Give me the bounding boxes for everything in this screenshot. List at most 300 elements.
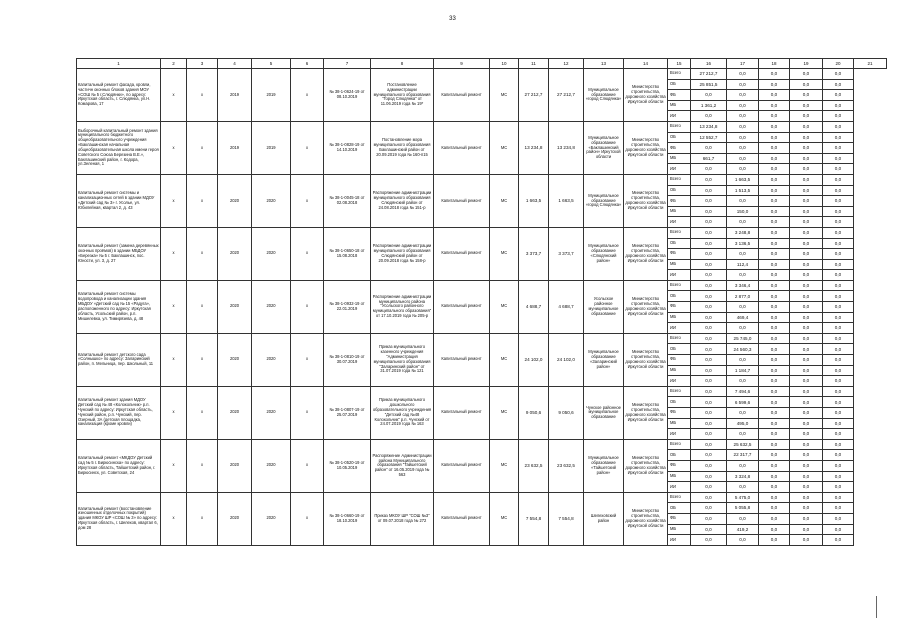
funding-source: ИИ: [668, 482, 691, 493]
funding-amount: 661,7: [691, 153, 727, 164]
column-number: 6: [291, 59, 324, 69]
table-row: [77, 492, 887, 503]
funding-amount: 0,0: [759, 450, 790, 461]
table-row: [77, 174, 887, 185]
funding-amount: 0,0: [823, 249, 854, 260]
funding-amount: 0,0: [823, 280, 854, 291]
funding-amount: 0,0: [823, 460, 854, 471]
col-3-value: х: [187, 386, 218, 439]
funding-amount: 0,0: [790, 355, 823, 366]
funding-amount: 0,0: [759, 227, 790, 238]
column-number: 11: [519, 59, 549, 69]
funding-amount: 0,0: [759, 312, 790, 323]
start-year: 2020: [218, 386, 252, 439]
col-6-value: х: [291, 227, 324, 280]
funding-amount: 0,0: [727, 408, 759, 419]
funding-amount: 0,0: [823, 270, 854, 281]
responsible-body: Министерство строительства, дорожного хозяйства Иркутской области: [624, 121, 668, 174]
executor: Муниципальное образование «город Слюдянка»: [584, 69, 624, 122]
end-year: 2019: [252, 121, 291, 174]
estimated-cost: 1 663,5: [519, 174, 549, 227]
funding-amount: 0,0: [759, 153, 790, 164]
column-number: 2: [161, 59, 187, 69]
funding-amount: 0,0: [759, 143, 790, 154]
funding-amount: 0,0: [823, 450, 854, 461]
funding-amount: 0,0: [759, 482, 790, 493]
funding-source: ИИ: [668, 164, 691, 175]
funding-amount: 0,0: [759, 333, 790, 344]
column-number: 15: [668, 59, 691, 69]
responsible-body: Министерство строительства, дорожного хозяйства Иркутской области: [624, 174, 668, 227]
col-3-value: х: [187, 333, 218, 386]
funding-source: ОБ: [668, 397, 691, 408]
funding-amount: 0,0: [691, 471, 727, 482]
funding-amount: 0,0: [790, 513, 823, 524]
funding-amount: 0,0: [759, 206, 790, 217]
funding-amount: 0,0: [759, 376, 790, 387]
column-number: 13: [584, 59, 624, 69]
funding-amount: 0,0: [823, 79, 854, 90]
responsible-body: Министерство строительства, дорожного хозяйства Иркутской области: [624, 333, 668, 386]
funding-source: ФБ: [668, 460, 691, 471]
end-year: 2020: [252, 492, 291, 545]
end-year: 2020: [252, 439, 291, 492]
funding-amount: 1 663,5: [727, 174, 759, 185]
col-6-value: х: [291, 280, 324, 333]
table-body: [77, 59, 887, 546]
column-number: 3: [187, 59, 218, 69]
estimated-cost: 4 688,7: [519, 280, 549, 333]
funding-amount: 0,0: [691, 524, 727, 535]
col-3-value: х: [187, 439, 218, 492]
start-year: 2020: [218, 492, 252, 545]
funding-amount: 25 851,5: [691, 79, 727, 90]
funding-source: ФБ: [668, 249, 691, 260]
column-number: 4: [218, 59, 252, 69]
funding-source: ОБ: [668, 450, 691, 461]
funding-amount: 0,0: [691, 238, 727, 249]
column-number: 19: [790, 59, 823, 69]
funding-source: МБ: [668, 206, 691, 217]
executor: Муниципальное образование «Тайшетский район»: [584, 439, 624, 492]
object-description: Капитальный ремонт (замена деревянных оконных проёмов) в здании МБДОУ «Березка» № 5 г. Баклашинск, пос. Юности, ул. 3, д. 27: [77, 227, 161, 280]
work-type: Капитальный ремонт: [434, 280, 490, 333]
column-number: 18: [759, 59, 790, 69]
work-type: Капитальный ремонт: [434, 492, 490, 545]
responsible-body: Министерство строительства, дорожного хозяйства Иркутской области: [624, 227, 668, 280]
funding-amount: 0,0: [691, 450, 727, 461]
funding-amount: 0,0: [727, 302, 759, 313]
funding-amount: 0,0: [823, 121, 854, 132]
funding-amount: 0,0: [790, 312, 823, 323]
funding-amount: 0,0: [790, 132, 823, 143]
funding-amount: 0,0: [759, 185, 790, 196]
funding-amount: 0,0: [790, 429, 823, 440]
funding-amount: 0,0: [790, 185, 823, 196]
object-description: Капитальный ремонт детского сада «Солнышко» по адресу: Заларинский район, п. Мельница, пер. Школьный, 11: [77, 333, 161, 386]
funding-amount: 0,0: [823, 174, 854, 185]
funding-source: МБ: [668, 418, 691, 429]
funding-amount: 0,0: [790, 196, 823, 207]
expert-conclusion: № 38-1-0045-18 от 02.08.2018: [324, 174, 371, 227]
funding-amount: 3 346,4: [727, 280, 759, 291]
decision-act: Распоряжение Администрации района Муниципального образования "Тайшетский район" от 16.05.2019 года № 563: [371, 439, 434, 492]
funding-amount: 0,0: [691, 227, 727, 238]
funding-amount: 0,0: [790, 143, 823, 154]
table-row: [77, 121, 887, 132]
funding-amount: 0,0: [823, 100, 854, 111]
work-type: Капитальный ремонт: [434, 227, 490, 280]
funding-amount: 0,0: [790, 376, 823, 387]
column-number: 12: [549, 59, 584, 69]
funding-amount: 0,0: [691, 259, 727, 270]
column-number: 9: [434, 59, 490, 69]
funding-amount: 0,0: [759, 238, 790, 249]
funding-amount: 0,0: [691, 249, 727, 260]
work-type: Капитальный ремонт: [434, 69, 490, 122]
col-2-value: х: [161, 386, 187, 439]
start-year: 2020: [218, 227, 252, 280]
funding-amount: 0,0: [823, 323, 854, 334]
funding-amount: 0,0: [759, 69, 790, 80]
remaining-cost: 13 234,8: [549, 121, 584, 174]
funding-amount: 0,0: [727, 429, 759, 440]
funding-amount: 24 560,3: [727, 344, 759, 355]
funding-amount: 25 632,5: [727, 439, 759, 450]
funding-amount: 7 494,6: [727, 386, 759, 397]
start-year: 2019: [218, 121, 252, 174]
table-row: [77, 69, 887, 80]
funding-amount: 0,0: [790, 217, 823, 228]
funding-source: ФБ: [668, 408, 691, 419]
executor: Муниципальное образование «Слюдянский район»: [584, 227, 624, 280]
page-number: 33: [449, 16, 456, 22]
funding-amount: 0,0: [759, 174, 790, 185]
funding-amount: 0,0: [759, 386, 790, 397]
column-number: 14: [624, 59, 668, 69]
funding-amount: 0,0: [691, 291, 727, 302]
customer-code: МС: [490, 439, 519, 492]
funding-amount: 0,0: [823, 69, 854, 80]
funding-amount: 0,0: [823, 153, 854, 164]
col-2-value: х: [161, 227, 187, 280]
funding-amount: 0,0: [790, 408, 823, 419]
column-number: 20: [823, 59, 854, 69]
funding-amount: 0,0: [759, 513, 790, 524]
end-year: 2020: [252, 386, 291, 439]
funding-source: ОБ: [668, 238, 691, 249]
funding-amount: 0,0: [759, 418, 790, 429]
table-row: [77, 280, 887, 291]
col-6-value: х: [291, 439, 324, 492]
customer-code: МС: [490, 174, 519, 227]
funding-source: ИИ: [668, 429, 691, 440]
work-type: Капитальный ремонт: [434, 333, 490, 386]
funding-amount: 0,0: [759, 408, 790, 419]
table-row: [77, 439, 887, 450]
funding-amount: 0,0: [727, 143, 759, 154]
funding-amount: 5 055,8: [727, 503, 759, 514]
work-type: Капитальный ремонт: [434, 439, 490, 492]
funding-amount: 0,0: [790, 471, 823, 482]
table-row: [77, 386, 887, 397]
funding-amount: 0,0: [790, 482, 823, 493]
object-description: Капитальный ремонт фасада, кровли, частичн оконных блоков здания МОУ «СОШ № 5 г.Слюдянки», по адресу: Иркутская область, г. Слюдянка, ул.Н. Комарова, 17: [77, 69, 161, 122]
executor: Муниципальное образование «город Слюдянка»: [584, 174, 624, 227]
funding-amount: 0,0: [790, 121, 823, 132]
funding-amount: 0,0: [727, 196, 759, 207]
executor: Усольское районное муниципальное образование: [584, 280, 624, 333]
funding-source: Всего: [668, 280, 691, 291]
decision-act: Приказ муниципального казенного учреждения "Администрация муниципального образования "Заларинский район" от 31.07.2019 года № 121: [371, 333, 434, 386]
funding-amount: 0,0: [727, 355, 759, 366]
funding-amount: 0,0: [823, 132, 854, 143]
funding-amount: 0,0: [759, 535, 790, 546]
funding-source: ФБ: [668, 302, 691, 313]
column-number-row: [77, 59, 887, 69]
funding-amount: 0,0: [759, 365, 790, 376]
funding-source: МБ: [668, 471, 691, 482]
funding-amount: 0,0: [790, 164, 823, 175]
funding-amount: 0,0: [790, 535, 823, 546]
col-2-value: х: [161, 333, 187, 386]
funding-amount: 0,0: [727, 482, 759, 493]
funding-amount: 0,0: [691, 492, 727, 503]
funding-amount: 0,0: [790, 270, 823, 281]
funding-amount: 0,0: [759, 100, 790, 111]
funding-amount: 495,0: [727, 418, 759, 429]
funding-amount: 0,0: [823, 397, 854, 408]
funding-amount: 0,0: [691, 206, 727, 217]
col-6-value: х: [291, 333, 324, 386]
funding-source: ИИ: [668, 217, 691, 228]
col-2-value: х: [161, 280, 187, 333]
funding-amount: 3 136,5: [727, 238, 759, 249]
funding-source: ОБ: [668, 132, 691, 143]
funding-amount: 0,0: [691, 302, 727, 313]
funding-amount: 1 184,7: [727, 365, 759, 376]
remaining-cost: 27 212,7: [549, 69, 584, 122]
funding-amount: 0,0: [790, 90, 823, 101]
funding-amount: 0,0: [790, 323, 823, 334]
expert-conclusion: № 38-1-0807-19 от 25.07.2019: [324, 386, 371, 439]
funding-amount: 0,0: [727, 100, 759, 111]
funding-amount: 1 361,2: [691, 100, 727, 111]
funding-amount: 0,0: [790, 174, 823, 185]
column-number: 1: [77, 59, 161, 69]
funding-amount: 0,0: [790, 418, 823, 429]
funding-amount: 0,0: [759, 111, 790, 122]
end-year: 2020: [252, 174, 291, 227]
funding-amount: 0,0: [759, 355, 790, 366]
funding-source: ИИ: [668, 535, 691, 546]
funding-amount: 419,2: [727, 524, 759, 535]
expert-conclusion: № 38-1-0660-19 от 18.10.2019: [324, 492, 371, 545]
funding-amount: 0,0: [759, 492, 790, 503]
funding-amount: 2 877,0: [727, 291, 759, 302]
funding-amount: 0,0: [823, 408, 854, 419]
funding-source: Всего: [668, 174, 691, 185]
funding-amount: 0,0: [691, 280, 727, 291]
expert-conclusion: № 38-1-0828-19 от 14.10.2019: [324, 121, 371, 174]
funding-amount: 0,0: [790, 302, 823, 313]
estimated-cost: 13 234,8: [519, 121, 549, 174]
funding-amount: 0,0: [790, 111, 823, 122]
funding-amount: 0,0: [790, 492, 823, 503]
funding-amount: 0,0: [823, 238, 854, 249]
decision-act: Приказ муниципального дошкольного образовательного учреждения "Детский сад №48 Колокольчик" р.п. Чунский от 24.07.2019 года № 163: [371, 386, 434, 439]
object-description: Выборочный капитальный ремонт здания муниципального бюджетного общеобразовательного учреждения «Баклашинская начальная общеобразовательная школа имени героя Советского Союза Березина В.Е.», Баклашинский район, г. Кодора, ул.Зеленая, 1: [77, 121, 161, 174]
funding-amount: 0,0: [759, 270, 790, 281]
start-year: 2020: [218, 439, 252, 492]
funding-amount: 0,0: [691, 270, 727, 281]
start-year: 2020: [218, 280, 252, 333]
col-3-value: х: [187, 174, 218, 227]
funding-amount: 0,0: [691, 408, 727, 419]
funding-amount: 12 552,7: [691, 132, 727, 143]
col-6-value: х: [291, 121, 324, 174]
funding-amount: 0,0: [691, 397, 727, 408]
funding-amount: 0,0: [790, 344, 823, 355]
funding-amount: 1 513,5: [727, 185, 759, 196]
funding-amount: 0,0: [759, 471, 790, 482]
funding-source: МБ: [668, 312, 691, 323]
decision-act: Постановление администрации муниципального образования "Город Слюдянка" от 11.06.2019 года № 19*: [371, 69, 434, 122]
funding-amount: 0,0: [759, 249, 790, 260]
funding-amount: 0,0: [691, 365, 727, 376]
funding-amount: 0,0: [691, 344, 727, 355]
col-6-value: х: [291, 69, 324, 122]
expert-conclusion: № 38-1-0650-18 от 15.08.2018: [324, 227, 371, 280]
funding-amount: 0,0: [727, 323, 759, 334]
funding-amount: 0,0: [759, 302, 790, 313]
end-year: 2019: [252, 69, 291, 122]
decision-act: Распоряжение администрации муниципального образования Слюдянский район от 20.09.2018 года № 158-р: [371, 227, 434, 280]
table-row: [77, 333, 887, 344]
customer-code: МС: [490, 333, 519, 386]
object-description: Капитальный ремонт «МКДОУ Детский сад № 5 г. Бирюсинска» по адресу: Иркутская область, Тайшетский район, г. Бирюсинск, ул. Советская, 24: [77, 439, 161, 492]
funding-amount: 0,0: [691, 185, 727, 196]
funding-amount: 0,0: [759, 429, 790, 440]
funding-amount: 3 324,8: [727, 471, 759, 482]
funding-amount: 22 317,7: [727, 450, 759, 461]
customer-code: МС: [490, 69, 519, 122]
funding-amount: 0,0: [790, 503, 823, 514]
funding-source: ОБ: [668, 503, 691, 514]
funding-amount: 0,0: [691, 164, 727, 175]
funding-amount: 0,0: [790, 397, 823, 408]
funding-source: Всего: [668, 333, 691, 344]
estimated-cost: 3 373,7: [519, 227, 549, 280]
funding-amount: 0,0: [823, 471, 854, 482]
executor: Муниципальное образование «Баклашинский район» Иркутской области: [584, 121, 624, 174]
customer-code: МС: [490, 121, 519, 174]
customer-code: МС: [490, 492, 519, 545]
funding-source: Всего: [668, 492, 691, 503]
funding-amount: 0,0: [823, 513, 854, 524]
funding-amount: 0,0: [823, 206, 854, 217]
estimated-cost: 9 050,6: [519, 386, 549, 439]
responsible-body: Министерство строительства, дорожного хозяйства Иркутской области: [624, 280, 668, 333]
funding-amount: 0,0: [759, 344, 790, 355]
funding-source: ИИ: [668, 111, 691, 122]
funding-source: ФБ: [668, 90, 691, 101]
funding-amount: 0,0: [759, 397, 790, 408]
funding-amount: 0,0: [823, 333, 854, 344]
col-3-value: х: [187, 492, 218, 545]
decision-act: Распоряжение администрации муниципального района "Усольского районного муниципального образования" от 17.10.2019 года № 205-р: [371, 280, 434, 333]
funding-amount: 0,0: [823, 227, 854, 238]
investment-projects-table: [76, 58, 887, 546]
funding-source: МБ: [668, 153, 691, 164]
funding-amount: 0,0: [823, 111, 854, 122]
funding-amount: 0,0: [691, 217, 727, 228]
col-2-value: х: [161, 492, 187, 545]
customer-code: МС: [490, 386, 519, 439]
col-2-value: х: [161, 174, 187, 227]
funding-source: ОБ: [668, 344, 691, 355]
funding-source: ИИ: [668, 270, 691, 281]
responsible-body: Министерство строительства, дорожного хозяйства Иркутской области: [624, 386, 668, 439]
funding-amount: 0,0: [759, 439, 790, 450]
funding-amount: 0,0: [823, 429, 854, 440]
funding-amount: 0,0: [727, 121, 759, 132]
estimated-cost: 7 554,8: [519, 492, 549, 545]
remaining-cost: 1 663,5: [549, 174, 584, 227]
estimated-cost: 24 102,0: [519, 333, 549, 386]
funding-source: ФБ: [668, 355, 691, 366]
funding-source: ОБ: [668, 291, 691, 302]
funding-amount: 0,0: [823, 196, 854, 207]
column-number: 5: [252, 59, 291, 69]
executor: Шелеховский район: [584, 492, 624, 545]
customer-code: МС: [490, 280, 519, 333]
funding-amount: 0,0: [790, 249, 823, 260]
col-3-value: х: [187, 280, 218, 333]
funding-amount: 0,0: [691, 418, 727, 429]
funding-source: ФБ: [668, 143, 691, 154]
funding-amount: 0,0: [790, 460, 823, 471]
remaining-cost: 24 102,0: [549, 333, 584, 386]
column-number: 7: [324, 59, 371, 69]
funding-amount: 0,0: [691, 312, 727, 323]
funding-amount: 0,0: [691, 439, 727, 450]
funding-amount: 0,0: [790, 227, 823, 238]
estimated-cost: 27 212,7: [519, 69, 549, 122]
funding-amount: 0,0: [823, 259, 854, 270]
funding-source: Всего: [668, 121, 691, 132]
funding-source: ОБ: [668, 79, 691, 90]
funding-amount: 469,4: [727, 312, 759, 323]
funding-amount: 0,0: [759, 132, 790, 143]
funding-amount: 0,0: [727, 535, 759, 546]
decision-act: Постановление мэра муниципального образования Баклашинский район от 20.09.2019 года № 160-п15: [371, 121, 434, 174]
start-year: 2020: [218, 333, 252, 386]
funding-amount: 0,0: [727, 217, 759, 228]
funding-amount: 0,0: [823, 482, 854, 493]
funding-amount: 0,0: [727, 132, 759, 143]
funding-amount: 3 248,8: [727, 227, 759, 238]
funding-amount: 0,0: [727, 270, 759, 281]
funding-amount: 27 212,7: [691, 69, 727, 80]
col-2-value: х: [161, 69, 187, 122]
funding-amount: 0,0: [759, 196, 790, 207]
funding-amount: 0,0: [727, 153, 759, 164]
column-number: 8: [371, 59, 434, 69]
funding-amount: 0,0: [691, 503, 727, 514]
column-number: 17: [727, 59, 759, 69]
funding-amount: 0,0: [727, 376, 759, 387]
